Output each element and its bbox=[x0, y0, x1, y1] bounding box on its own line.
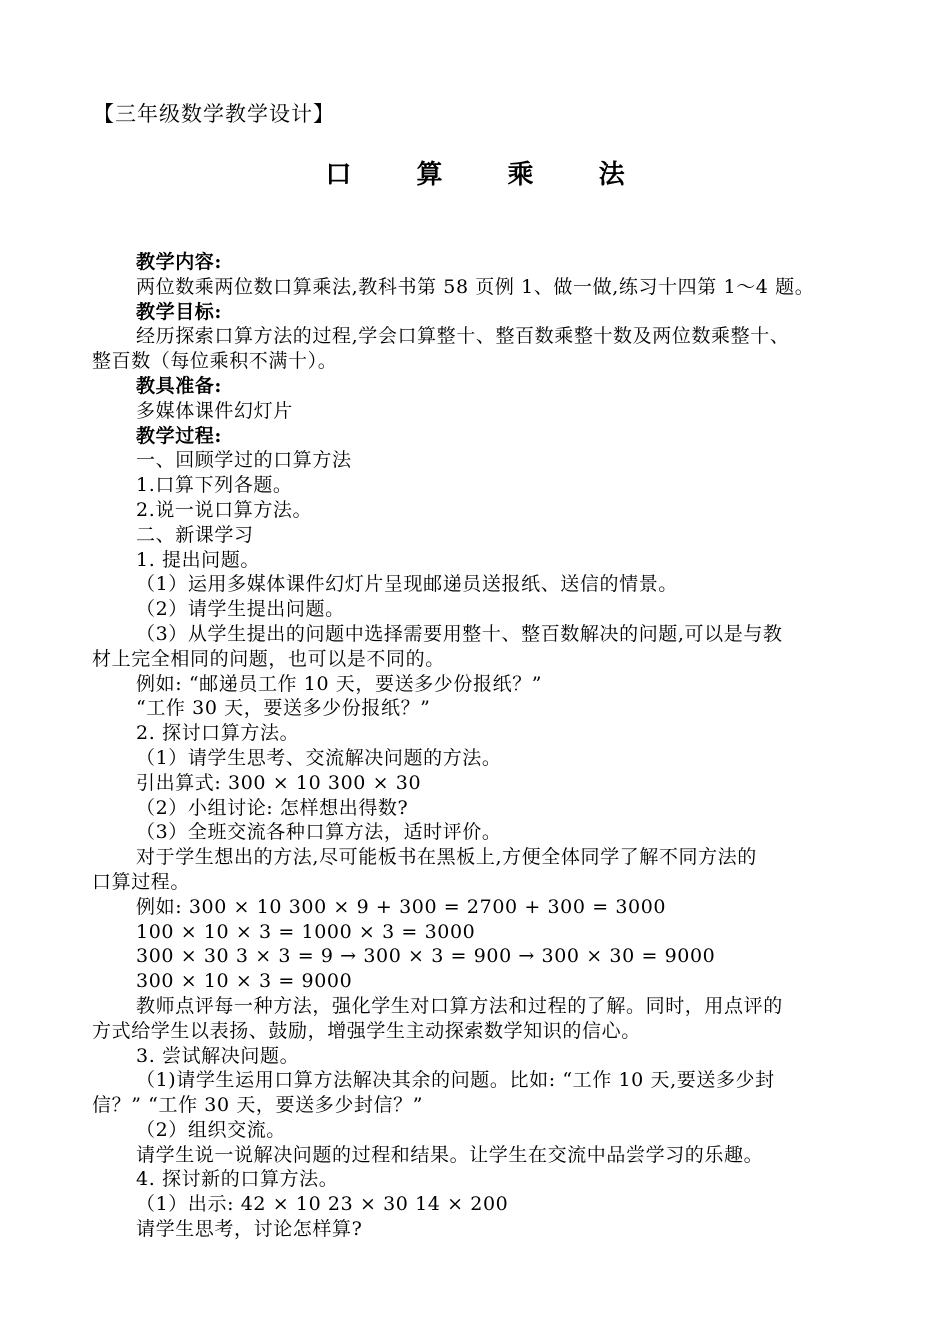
paragraph-line: 1. 提出问题。 bbox=[136, 548, 260, 571]
document-title: 口 算 乘 法 bbox=[325, 160, 653, 190]
paragraph-line: “工作 30 天，要送多少份报纸？” bbox=[136, 697, 431, 720]
paragraph-line: 2. 探讨口算方法。 bbox=[136, 722, 300, 745]
paragraph-line: 一、回顾学过的口算方法 bbox=[136, 449, 352, 472]
paragraph-line: 教师点评每一种方法，强化学生对口算方法和过程的了解。同时，用点评的 bbox=[136, 994, 783, 1017]
section-heading: 教学目标: bbox=[136, 300, 223, 323]
section-heading: 教具准备: bbox=[136, 374, 223, 397]
paragraph-line: 100 × 10 × 3 = 1000 × 3 = 3000 bbox=[136, 920, 476, 943]
paragraph-line: 300 × 30 3 × 3 = 9 → 300 × 3 = 900 → 300 × 30 = 9000 bbox=[136, 945, 716, 968]
paragraph-line: （3）从学生提出的问题中选择需要用整十、整百数解决的问题,可以是与教 bbox=[136, 622, 783, 645]
paragraph-line: （1）请学生思考、交流解决问题的方法。 bbox=[136, 746, 502, 769]
document-body bbox=[92, 250, 872, 1242]
paragraph-line: （2）小组讨论: 怎样想出得数? bbox=[136, 796, 409, 819]
section-heading: 教学过程: bbox=[136, 424, 223, 447]
paragraph-line: 3. 尝试解决问题。 bbox=[136, 1044, 300, 1067]
paragraph-line: 方式给学生以表扬、鼓励，增强学生主动探索数学知识的信心。 bbox=[92, 1019, 641, 1042]
paragraph-line: 材上完全相同的问题，也可以是不同的。 bbox=[92, 647, 445, 670]
paragraph-line: （1）运用多媒体课件幻灯片呈现邮递员送报纸、送信的情景。 bbox=[136, 573, 678, 596]
section-heading: 教学内容: bbox=[136, 251, 223, 273]
paragraph-line: 4. 探讨新的口算方法。 bbox=[136, 1168, 339, 1191]
paragraph-line: 多媒体课件幻灯片 bbox=[136, 399, 293, 422]
paragraph-line: 请学生思考，讨论怎样算? bbox=[136, 1218, 363, 1241]
paragraph-line: 整百数（每位乘积不满十）。 bbox=[92, 350, 338, 373]
paragraph-line: （2）请学生提出问题。 bbox=[136, 598, 345, 621]
paragraph-line: 信？” “工作 30 天，要送多少封信？” bbox=[92, 1094, 424, 1117]
paragraph-line: 例如: 300 × 10 300 × 9 + 300 = 2700 + 300 = 3000 bbox=[136, 895, 667, 918]
paragraph-line: 经历探索口算方法的过程,学会口算整十、整百数乘整十数及两位数乘整十、 bbox=[136, 325, 790, 348]
paragraph-line: （1）出示: 42 × 10 23 × 30 14 × 200 bbox=[136, 1193, 509, 1216]
paragraph-line: （1)请学生运用口算方法解决其余的问题。比如: “工作 10 天,要送多少封 bbox=[136, 1069, 775, 1092]
paragraph-line: 请学生说一说解决问题的过程和结果。让学生在交流中品尝学习的乐趣。 bbox=[136, 1143, 764, 1166]
paragraph-line: 例如: “邮递员工作 10 天，要送多少份报纸？” bbox=[136, 672, 543, 695]
paragraph-line: 引出算式: 300 × 10 300 × 30 bbox=[136, 771, 422, 794]
paragraph-line: （2）组织交流。 bbox=[136, 1118, 286, 1141]
paragraph-line: 300 × 10 × 3 = 9000 bbox=[136, 970, 353, 993]
paragraph-line: 2.说一说口算方法。 bbox=[136, 498, 313, 521]
paragraph-line: 1.口算下列各题。 bbox=[136, 474, 293, 497]
paragraph-line: 两位数乘两位数口算乘法,教科书第 58 页例 1、做一做,练习十四第 1～4 题。 bbox=[136, 275, 815, 298]
paragraph-line: 对于学生想出的方法,尽可能板书在黑板上,方便全体同学了解不同方法的 bbox=[136, 846, 757, 869]
document-header-tag: 【三年级数学教学设计】 bbox=[93, 102, 335, 126]
paragraph-line: 二、新课学习 bbox=[136, 523, 254, 546]
paragraph-line: 口算过程。 bbox=[92, 870, 191, 893]
paragraph-line: （3）全班交流各种口算方法，适时评价。 bbox=[136, 821, 502, 844]
